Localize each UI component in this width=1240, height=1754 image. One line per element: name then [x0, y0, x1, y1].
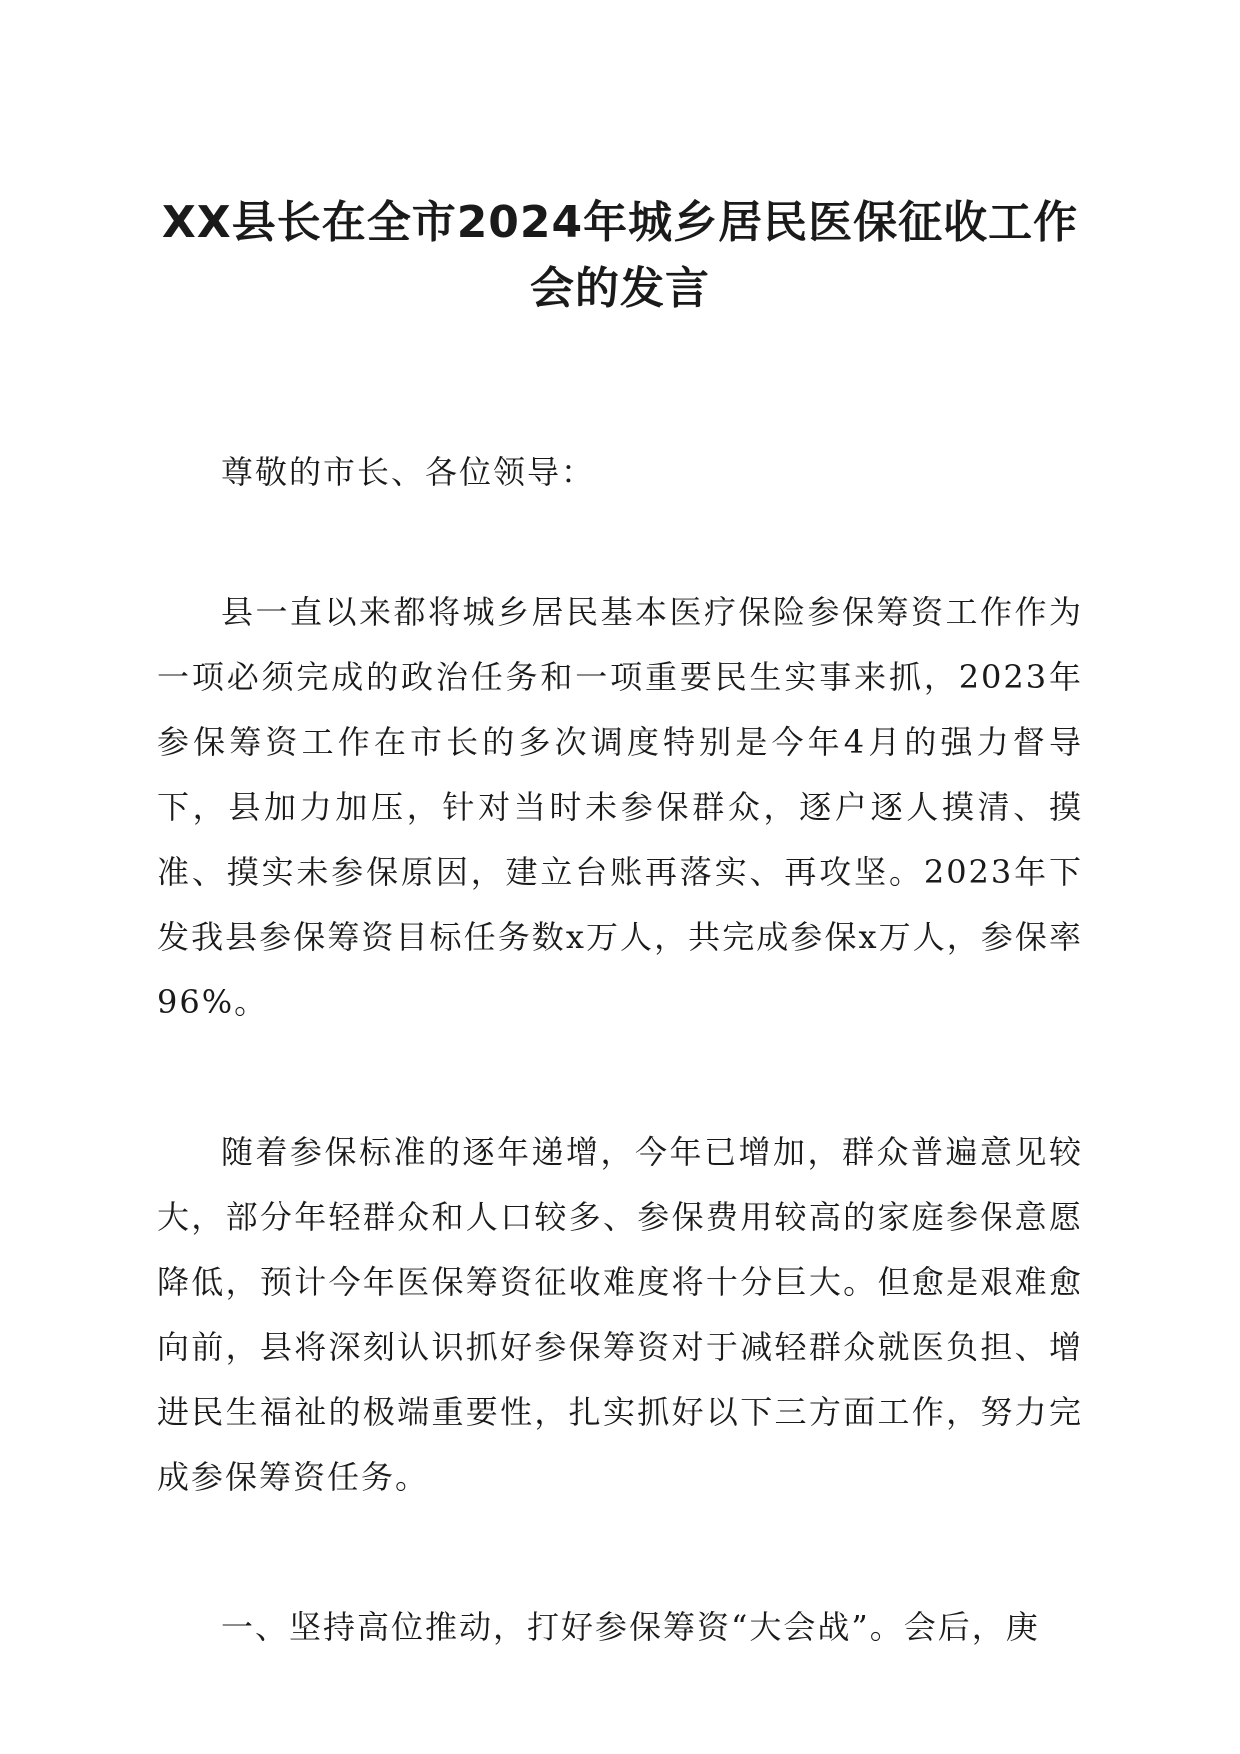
document-title — [150, 190, 1090, 322]
paragraph-1: 县一直以来都将城乡居民基本医疗保险参保筹资工作作为一项必须完成的政治任务和一项重要民生实事来抓，2023年参保筹资工作在市长的多次调度特别是今年4月的强力督导下，县加力加压，针对当时未参保群众，逐户逐人摸清、摸准、摸实未参保原因，建立台账再落实、再攻坚。2023年下发我县参保筹资目标任务数x万人，共完成参保x万人，参保率96%。 — [157, 593, 1083, 1021]
document-body — [157, 440, 1083, 1745]
title-line-1: XX县长在全市2024年城乡居民医保征收工作 — [161, 197, 1079, 248]
title-line-2: 会的发言 — [530, 263, 710, 314]
greeting-paragraph: 尊敬的市长、各位领导： — [221, 453, 596, 491]
paragraph-3: 一、坚持高位推动，打好参保筹资“大会战”。会后，庚 — [221, 1608, 1040, 1646]
paragraph-2: 随着参保标准的逐年递增，今年已增加，群众普遍意见较大，部分年轻群众和人口较多、参保费用较高的家庭参保意愿降低，预计今年医保筹资征收难度将十分巨大。但愈是艰难愈向前，县将深刻认识抓好参保筹资对于减轻群众就医负担、增进民生福祉的极端重要性，扎实抓好以下三方面工作，努力完成参保筹资任务。 — [157, 1133, 1083, 1496]
